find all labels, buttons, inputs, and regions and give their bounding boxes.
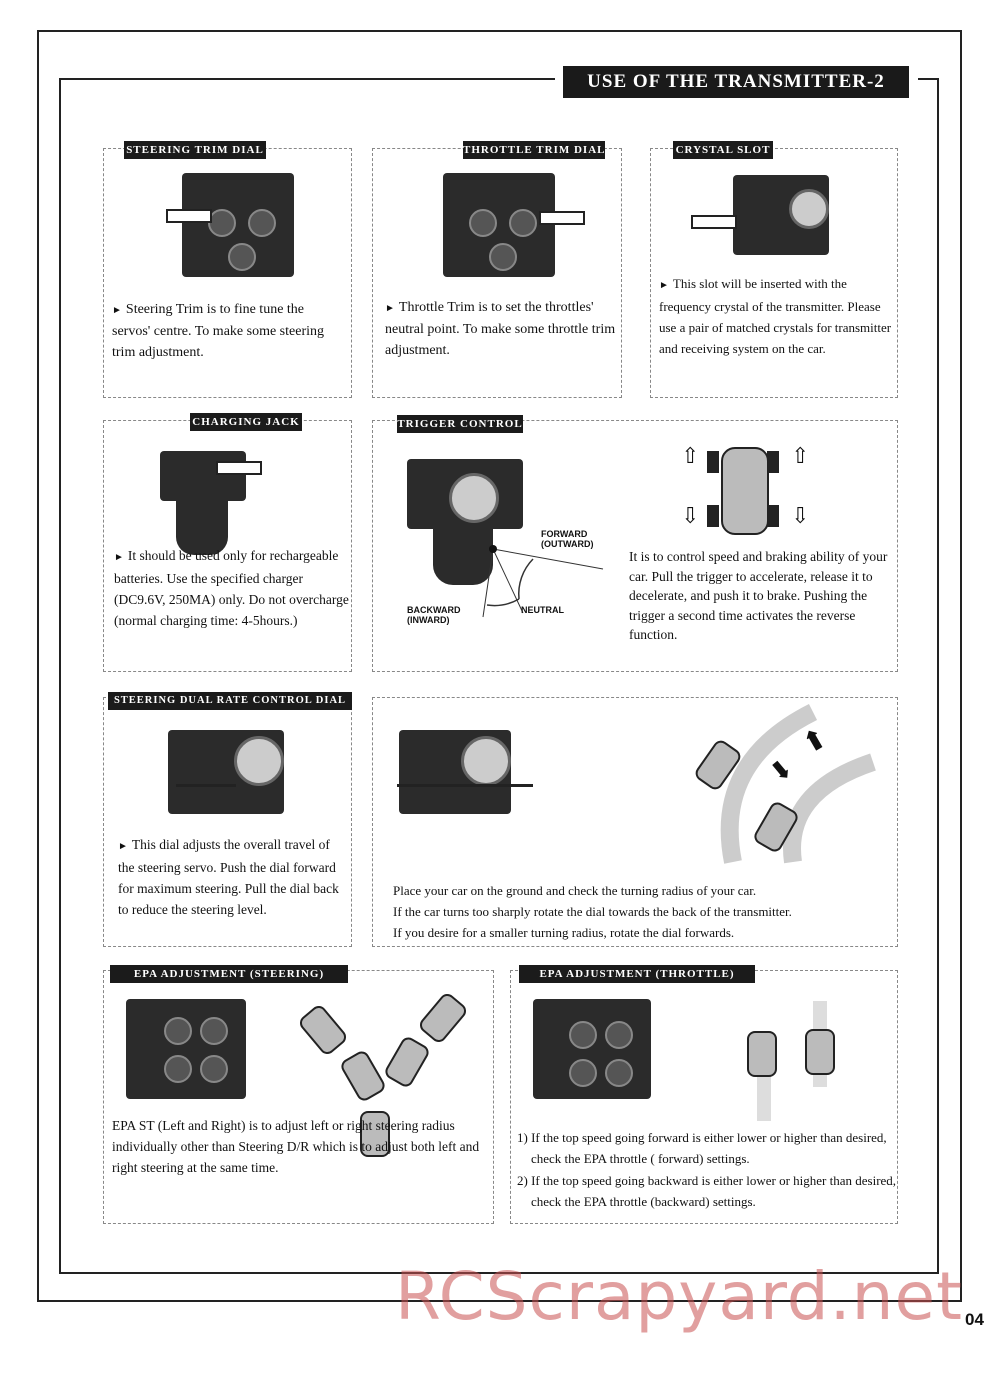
panel-epa-throttle: [510, 970, 898, 1224]
steering-wheel-icon: [234, 736, 284, 786]
panel-label: TRIGGER CONTROL: [397, 415, 523, 433]
neutral-label: NEUTRAL: [521, 605, 564, 615]
backward-label: BACKWARD (INWARD): [407, 605, 461, 625]
transmitter-photo: [533, 999, 651, 1099]
wheel-icon: [707, 451, 719, 473]
steering-trim-text: ► Steering Trim is to fine tune the servos' centre. To make some steering trim adjustment.: [112, 299, 344, 363]
knob-icon: [605, 1021, 633, 1049]
turning-radius-line3: If you desire for a smaller turning radius, rotate the dial forwards.: [393, 925, 735, 940]
transmitter-photo: [407, 459, 523, 529]
car-icon: [805, 1029, 835, 1075]
panel-steering-trim: [103, 144, 352, 398]
transmitter-photo: [182, 173, 294, 277]
panel-charging-jack: [103, 416, 352, 672]
epa-throttle-item2: 2) If the top speed going backward is either lower or higher than desired, check the EPA throttle (backward) settings.: [517, 1173, 897, 1209]
transmitter-photo: [443, 173, 555, 277]
knob-icon: [605, 1059, 633, 1087]
panel-label: STEERING DUAL RATE CONTROL DIAL: [108, 692, 352, 710]
wheel-icon: [767, 505, 779, 527]
forward-label: FORWARD (OUTWARD): [541, 529, 594, 549]
page-title: USE OF THE TRANSMITTER-2: [563, 66, 909, 98]
panel-throttle-trim: [372, 144, 622, 398]
panel-epa-steering: [103, 970, 494, 1224]
knob-icon: [569, 1059, 597, 1087]
wheel-icon: [707, 505, 719, 527]
arrow-right-icon: [176, 784, 236, 827]
panel-crystal-slot: [650, 144, 898, 398]
charging-jack-text: ► It should be used only for rechargeable batteries. Use the specified charger (DC9.6V, 250MA) only. Do not overcharge (normal charging time: 4-5hours.): [114, 545, 350, 631]
arrow-up-icon: ⬆: [797, 722, 833, 761]
car-icon: [383, 1035, 432, 1090]
arrow-down-icon: ⬆: [762, 751, 798, 788]
double-arrow-icon: [397, 784, 533, 797]
panel-label: THROTTLE TRIM DIAL: [463, 141, 605, 159]
panel-label: CRYSTAL SLOT: [673, 141, 773, 159]
trim-dial-icon: [208, 209, 236, 237]
arrow-right-icon: [166, 209, 212, 223]
wheel-icon: [789, 189, 829, 229]
car-diagram: [679, 439, 809, 549]
turning-radius-line2: If the car turns too sharply rotate the dial towards the back of the transmitter.: [393, 904, 792, 919]
panel-label: CHARGING JACK: [190, 413, 302, 431]
watermark: RCScrapyard.net: [395, 1258, 963, 1335]
knob-icon: [164, 1017, 192, 1045]
panel-turning-radius: [372, 697, 898, 947]
trim-dial-icon: [509, 209, 537, 237]
turning-radius-line1: Place your car on the ground and check the turning radius of your car.: [393, 883, 757, 898]
crystal-slot-text: ► This slot will be inserted with the frequency crystal of the transmitter. Please use a pair of matched crystals for transmitter and receiving system on the car.: [659, 273, 895, 359]
arrow-down-icon: ⇩: [681, 503, 700, 528]
wheel-icon: [767, 451, 779, 473]
knob-icon: [164, 1055, 192, 1083]
panel-label: STEERING TRIM DIAL: [124, 141, 266, 159]
arrow-left-icon: [539, 211, 585, 225]
header-rule-left: [59, 78, 555, 80]
dual-rate-text: ► This dial adjusts the overall travel of the steering servo. Push the dial forward for maximum steering. Pull the dial back to reduce the steering level.: [118, 834, 348, 920]
knob-icon: [489, 243, 517, 271]
transmitter-photo: [126, 999, 246, 1099]
car-icon: [297, 1003, 350, 1058]
car-body-icon: [721, 447, 769, 535]
trim-dial-icon: [248, 209, 276, 237]
arrow-right-icon: [691, 215, 737, 229]
header-rule-right: [918, 78, 939, 80]
knob-icon: [200, 1055, 228, 1083]
transmitter-photo: [399, 730, 511, 814]
steering-wheel-icon: [461, 736, 511, 786]
steering-wheel-icon: [449, 473, 499, 523]
panel-label: EPA ADJUSTMENT (THROTTLE): [519, 965, 755, 983]
arrow-up-icon: ⇧: [681, 443, 700, 468]
panel-steering-dual-rate: [103, 697, 352, 947]
arrow-left-icon: [216, 461, 262, 475]
epa-steering-text: EPA ST (Left and Right) is to adjust left or right steering radius individually other than Steering D/R which is to adjust both left and right steering at the same time.: [112, 1118, 480, 1175]
charging-jack-photo: [160, 451, 246, 501]
epa-throttle-item1: 1) If the top speed going forward is either lower or higher than desired, check the EPA throttle ( forward) settings.: [517, 1130, 887, 1166]
panel-label: EPA ADJUSTMENT (STEERING): [110, 965, 348, 983]
crystal-slot-photo: [733, 175, 829, 255]
knob-icon: [200, 1017, 228, 1045]
throttle-trim-text: ► Throttle Trim is to set the throttles' neutral point. To make some throttle trim adjustment.: [385, 297, 617, 361]
panel-trigger-control: [372, 420, 898, 672]
trim-dial-icon: [469, 209, 497, 237]
page-number: 04: [965, 1310, 984, 1329]
knob-icon: [569, 1021, 597, 1049]
car-icon: [747, 1031, 777, 1077]
car-icon: [339, 1049, 388, 1104]
trigger-control-text: It is to control speed and braking ability of your car. Pull the trigger to accelerate, release it to decelerate, and push it to brake. Pushing the trigger a second time activates the reverse function.: [629, 549, 888, 642]
arrow-down-icon: ⇩: [791, 503, 810, 528]
knob-icon: [228, 243, 256, 271]
car-icon: [417, 991, 470, 1046]
arrow-up-icon: ⇧: [791, 443, 810, 468]
